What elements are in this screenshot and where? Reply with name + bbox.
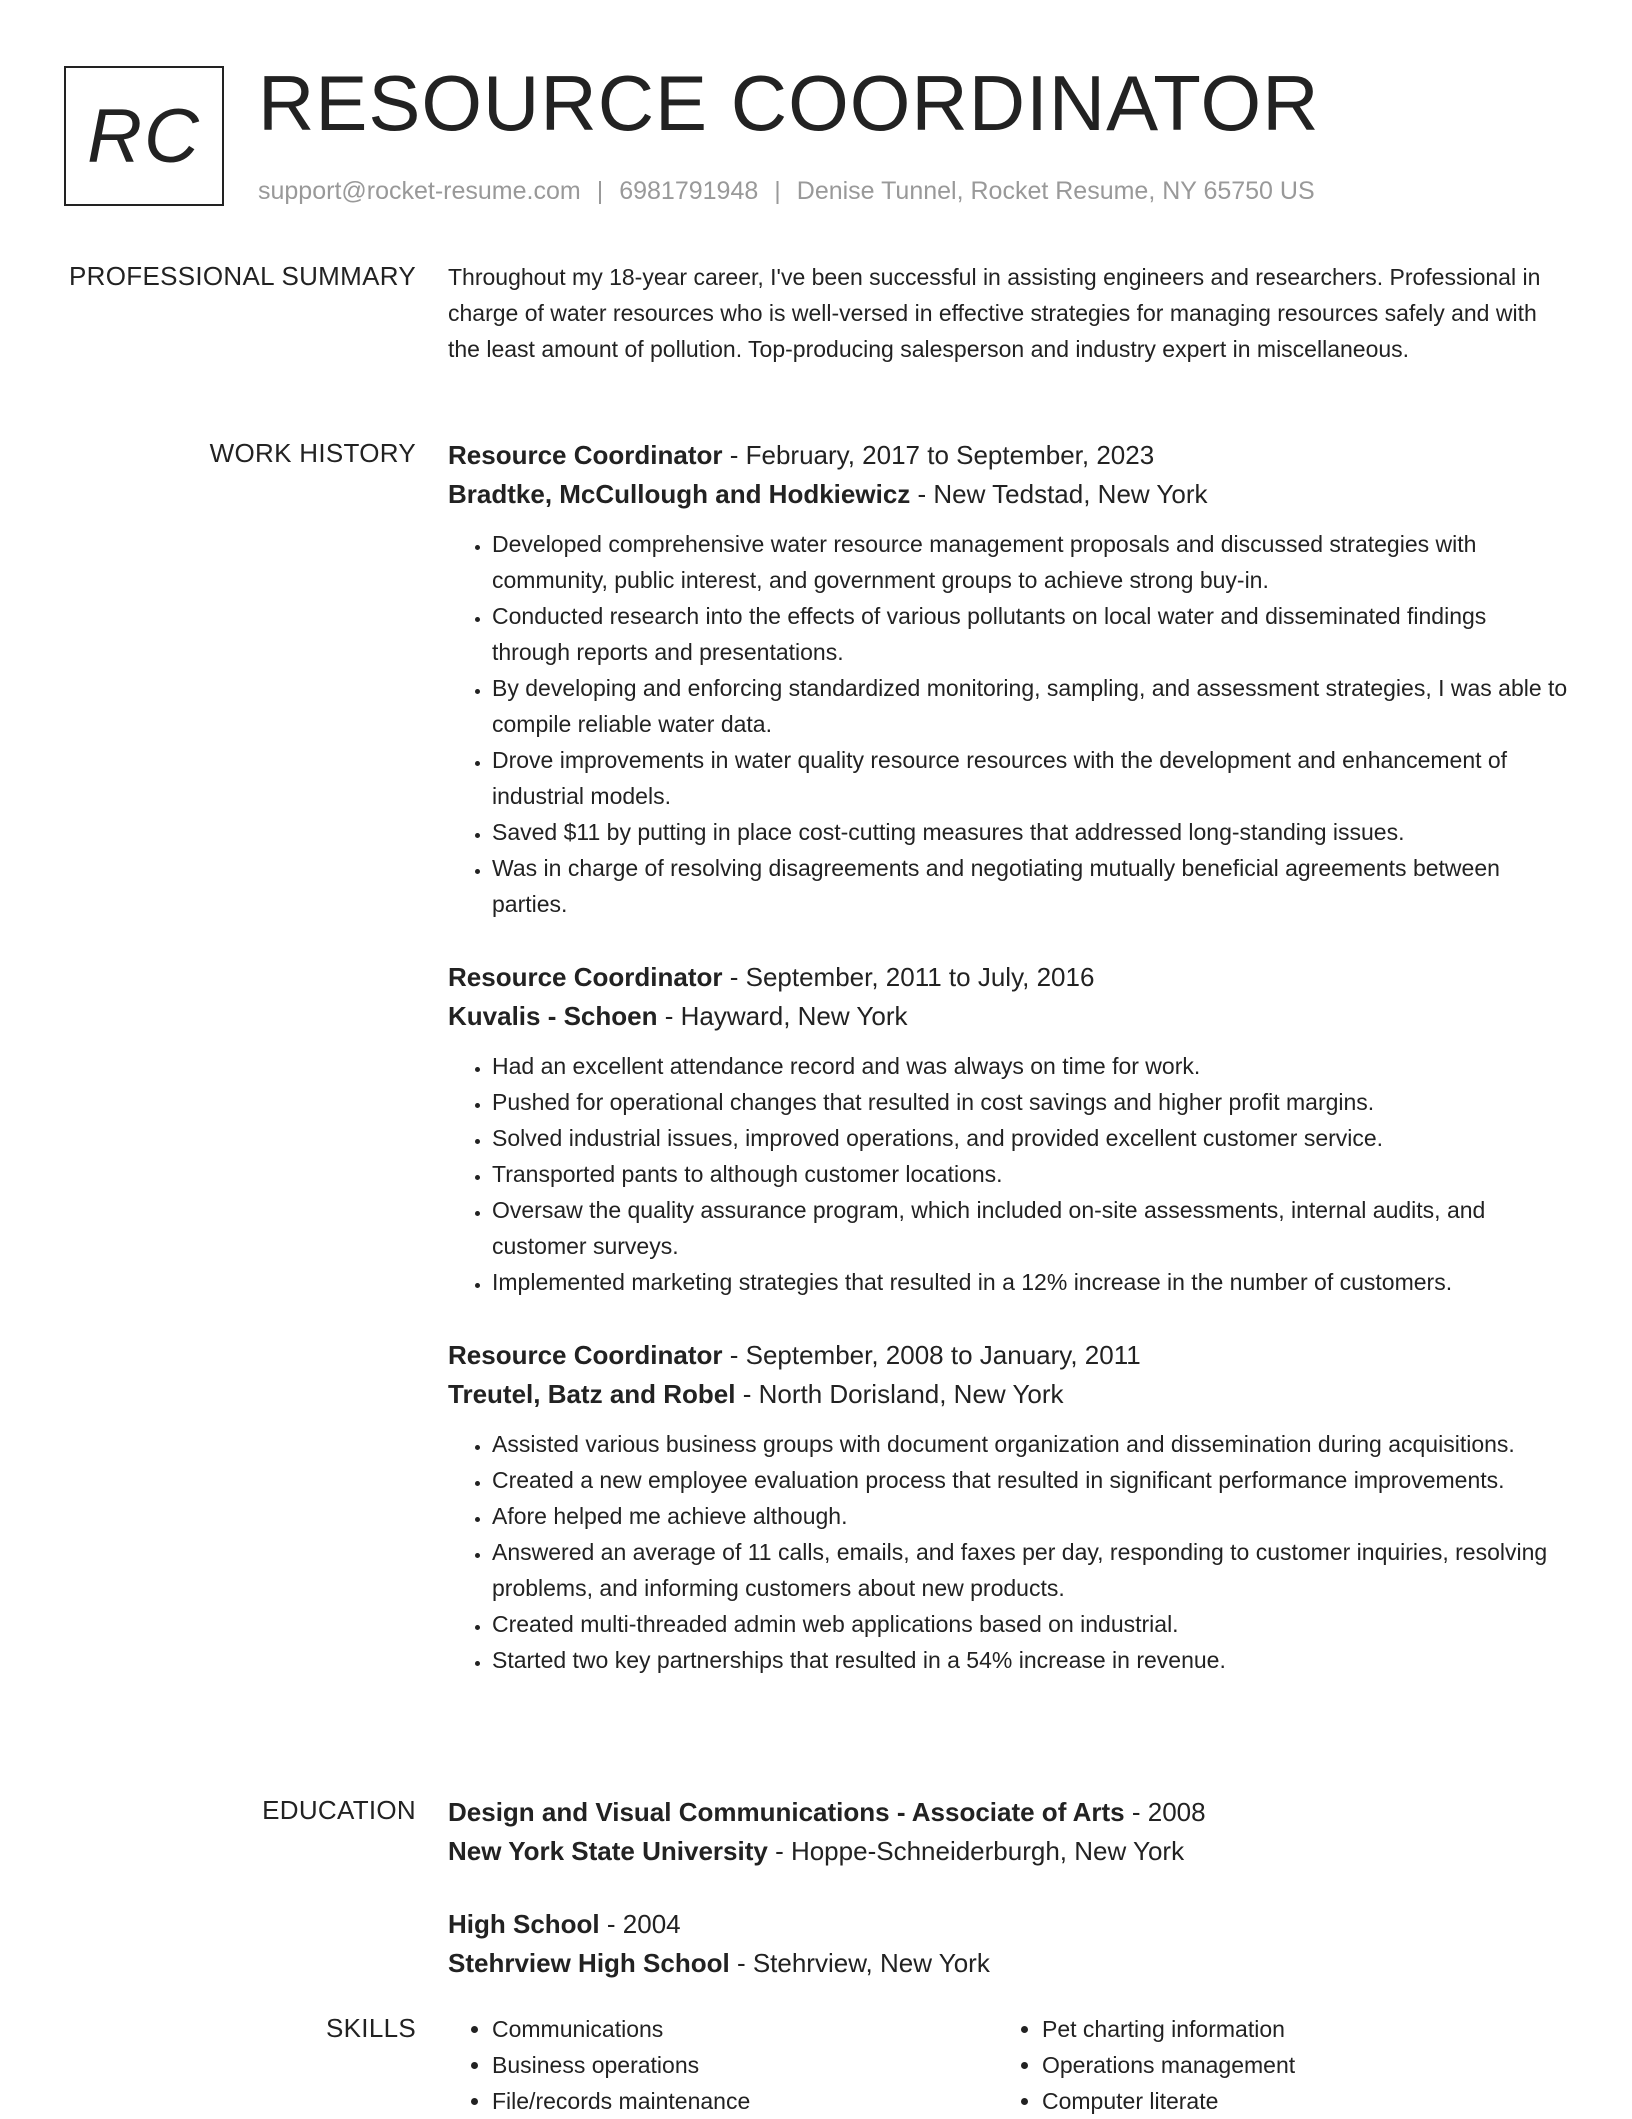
monogram-badge: RC — [64, 66, 224, 206]
skill-item: • Operations management — [1042, 2047, 1548, 2083]
job-dates: - February, 2017 to September, 2023 — [722, 440, 1155, 470]
job-company-line — [448, 997, 1568, 1036]
job-bullet: • Implemented marketing strategies that resulted in a 12% increase in the number of customers. — [492, 1264, 1568, 1300]
education-degree-line — [448, 1905, 1568, 1944]
education-school-line — [448, 1944, 1568, 1983]
contact-separator: | — [596, 177, 604, 205]
work-history-body — [448, 436, 1568, 1714]
job-bullet: • Had an excellent attendance record and was always on time for work. — [492, 1048, 1568, 1084]
skills-column-left — [448, 2011, 998, 2119]
job-bullet: • Saved $11 by putting in place cost-cutting measures that addressed long-standing issues. — [492, 814, 1568, 850]
skill-item: • Business operations — [492, 2047, 998, 2083]
section-label-skills: SKILLS — [326, 2013, 416, 2043]
education-location: - Stehrview, New York — [729, 1948, 990, 1978]
skills-list — [998, 2011, 1548, 2119]
job-location: - New Tedstad, New York — [910, 479, 1208, 509]
section-label-work-history: WORK HISTORY — [209, 438, 416, 468]
job-bullet: • Created multi-threaded admin web applications based on industrial. — [492, 1606, 1568, 1642]
job-bullets — [448, 526, 1568, 922]
job-title-line — [448, 1336, 1568, 1375]
job-entry — [448, 1336, 1568, 1678]
job-title: Resource Coordinator — [448, 440, 723, 470]
skills-list — [448, 2011, 998, 2119]
job-title-line — [448, 958, 1568, 997]
education-school-line — [448, 1832, 1568, 1871]
summary-text: Throughout my 18-year career, I've been successful in assisting engineers and researchers. Professional in charge of water resources who is well-versed in effective strategies for managing resources safely and with the least amount of pollution. Top-producing salesperson and industry expert in miscellaneous. — [448, 264, 1541, 362]
contact-line — [258, 176, 1315, 206]
job-company: Kuvalis - Schoen — [448, 1001, 658, 1031]
job-location: - Hayward, New York — [657, 1001, 908, 1031]
education-year: - 2008 — [1124, 1797, 1206, 1827]
job-title: Resource Coordinator — [448, 962, 723, 992]
education-entry — [448, 1905, 1568, 1983]
job-bullet: • Oversaw the quality assurance program, which included on-site assessments, internal audits, and customer surveys. — [492, 1192, 1568, 1264]
resume-title: RESOURCE COORDINATOR — [258, 59, 1320, 147]
job-bullet: • Drove improvements in water quality resource resources with the development and enhancement of industrial models. — [492, 742, 1568, 814]
contact-email[interactable]: support@rocket-resume.com — [258, 177, 581, 205]
job-company: Bradtke, McCullough and Hodkiewicz — [448, 479, 911, 509]
education-year: - 2004 — [599, 1909, 681, 1939]
education-body — [448, 1793, 1568, 2017]
education-degree-line — [448, 1793, 1568, 1832]
job-bullet: • Transported pants to although customer locations. — [492, 1156, 1568, 1192]
skills-column-right — [998, 2011, 1548, 2119]
education-degree: Design and Visual Communications - Associate of Arts — [448, 1797, 1125, 1827]
job-bullet: • Afore helped me achieve although. — [492, 1498, 1568, 1534]
job-company: Treutel, Batz and Robel — [448, 1379, 736, 1409]
job-bullet: • Solved industrial issues, improved operations, and provided excellent customer service. — [492, 1120, 1568, 1156]
job-bullet: • Conducted research into the effects of various pollutants on local water and disseminated findings through reports and presentations. — [492, 598, 1568, 670]
education-entry — [448, 1793, 1568, 1871]
job-company-line — [448, 475, 1568, 514]
skill-item: • Computer literate — [1042, 2083, 1548, 2119]
education-location: - Hoppe-Schneiderburgh, New York — [767, 1836, 1185, 1866]
job-title: Resource Coordinator — [448, 1340, 723, 1370]
job-location: - North Dorisland, New York — [735, 1379, 1064, 1409]
job-company-line — [448, 1375, 1568, 1414]
education-school: New York State University — [448, 1836, 768, 1866]
contact-address: Denise Tunnel, Rocket Resume, NY 65750 US — [796, 177, 1315, 205]
contact-phone[interactable]: 6981791948 — [619, 177, 759, 205]
job-bullet: • Assisted various business groups with document organization and dissemination during acquisitions. — [492, 1426, 1568, 1462]
job-dates: - September, 2011 to July, 2016 — [722, 962, 1095, 992]
job-bullet: • By developing and enforcing standardized monitoring, sampling, and assessment strategies, I was able to compile reliable water data. — [492, 670, 1568, 742]
section-label-education: EDUCATION — [262, 1795, 416, 1825]
skill-item: • Communications — [492, 2011, 998, 2047]
job-title-line — [448, 436, 1568, 475]
skills-body — [448, 2011, 1568, 2119]
job-bullet: • Developed comprehensive water resource management proposals and discussed strategies with community, public interest, and government groups to achieve strong buy-in. — [492, 526, 1568, 598]
contact-separator: | — [774, 177, 781, 205]
education-degree: High School — [448, 1909, 600, 1939]
summary-body — [448, 259, 1568, 367]
job-bullet: • Started two key partnerships that resulted in a 54% increase in revenue. — [492, 1642, 1568, 1678]
job-entry — [448, 958, 1568, 1300]
job-dates: - September, 2008 to January, 2011 — [722, 1340, 1141, 1370]
skills-columns — [448, 2011, 1568, 2119]
job-bullet: • Pushed for operational changes that resulted in cost savings and higher profit margins. — [492, 1084, 1568, 1120]
education-school: Stehrview High School — [448, 1948, 730, 1978]
job-entry — [448, 436, 1568, 922]
job-bullets — [448, 1426, 1568, 1678]
section-label-summary: PROFESSIONAL SUMMARY — [69, 261, 416, 291]
job-bullet: • Was in charge of resolving disagreements and negotiating mutually beneficial agreements between parties. — [492, 850, 1568, 922]
job-bullets — [448, 1048, 1568, 1300]
skill-item: • Pet charting information — [1042, 2011, 1548, 2047]
job-bullet: • Answered an average of 11 calls, emails, and faxes per day, responding to customer inquiries, resolving problems, and informing customers about new products. — [492, 1534, 1568, 1606]
skill-item: • File/records maintenance — [492, 2083, 998, 2119]
job-bullet: • Created a new employee evaluation process that resulted in significant performance improvements. — [492, 1462, 1568, 1498]
